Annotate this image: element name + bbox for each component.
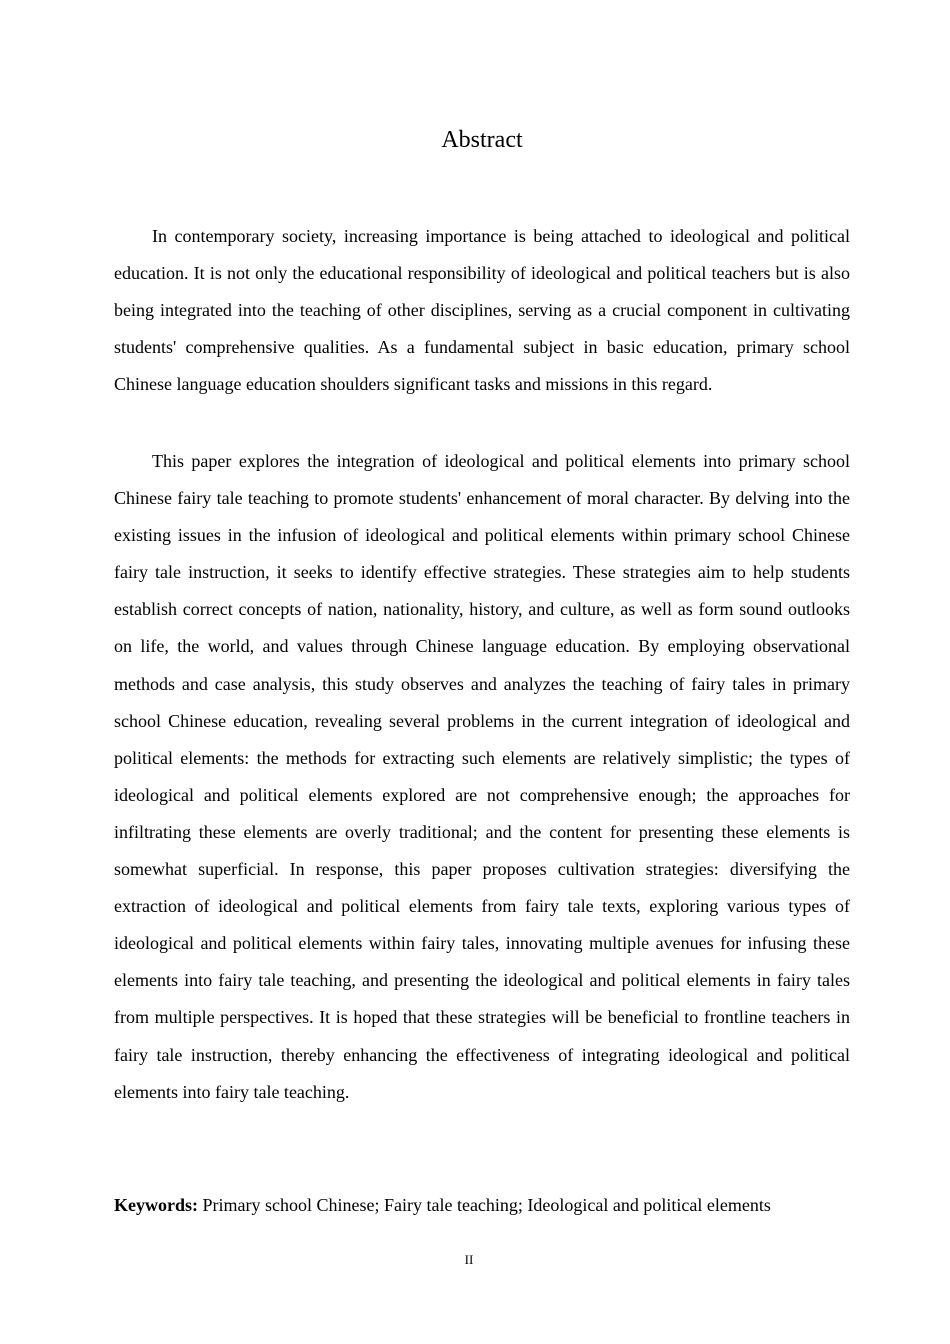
keywords-line xyxy=(114,1190,874,1220)
page-number: II xyxy=(464,1252,474,1267)
abstract-paragraph-1: In contemporary society, increasing importance is being attached to ideological and political education. It is not only the educational responsibility of ideological and political teachers but is also being integrated into the teaching of other disciplines, serving as a crucial component in cultivating students' comprehensive qualities. As a fundamental subject in basic education, primary school Chinese language education shoulders significant tasks and missions in this regard. xyxy=(114,226,850,395)
keywords-text: Primary school Chinese; Fairy tale teaching; Ideological and political elements xyxy=(202,1195,771,1215)
abstract-paragraph-2: This paper explores the integration of ideological and political elements into primary school Chinese fairy tale teaching to promote students' enhancement of moral character. By delving into the existing issues in the infusion of ideological and political elements within primary school Chinese fairy tale instruction, it seeks to identify effective strategies. These strategies aim to help students establish correct concepts of nation, nationality, history, and culture, as well as form sound outlooks on life, the world, and values through Chinese language education. By employing observational methods and case analysis, this study observes and analyzes the teaching of fairy tales in primary school Chinese education, revealing several problems in the current integration of ideological and political elements: the methods for extracting such elements are relatively simplistic; the types of ideological and political elements explored are not comprehensive enough; the approaches for infiltrating these elements are overly traditional; and the content for presenting these elements is somewhat superficial. In response, this paper proposes cultivation strategies: diversifying the extraction of ideological and political elements from fairy tale texts, exploring various types of ideological and political elements within fairy tales, innovating multiple avenues for infusing these elements into fairy tale teaching, and presenting the ideological and political elements in fairy tales from multiple perspectives. It is hoped that these strategies will be beneficial to frontline teachers in fairy tale instruction, thereby enhancing the effectiveness of integrating ideological and political elements into fairy tale teaching. xyxy=(114,451,850,1102)
keywords-label: Keywords: xyxy=(114,1195,198,1215)
page-title: Abstract xyxy=(441,127,523,153)
